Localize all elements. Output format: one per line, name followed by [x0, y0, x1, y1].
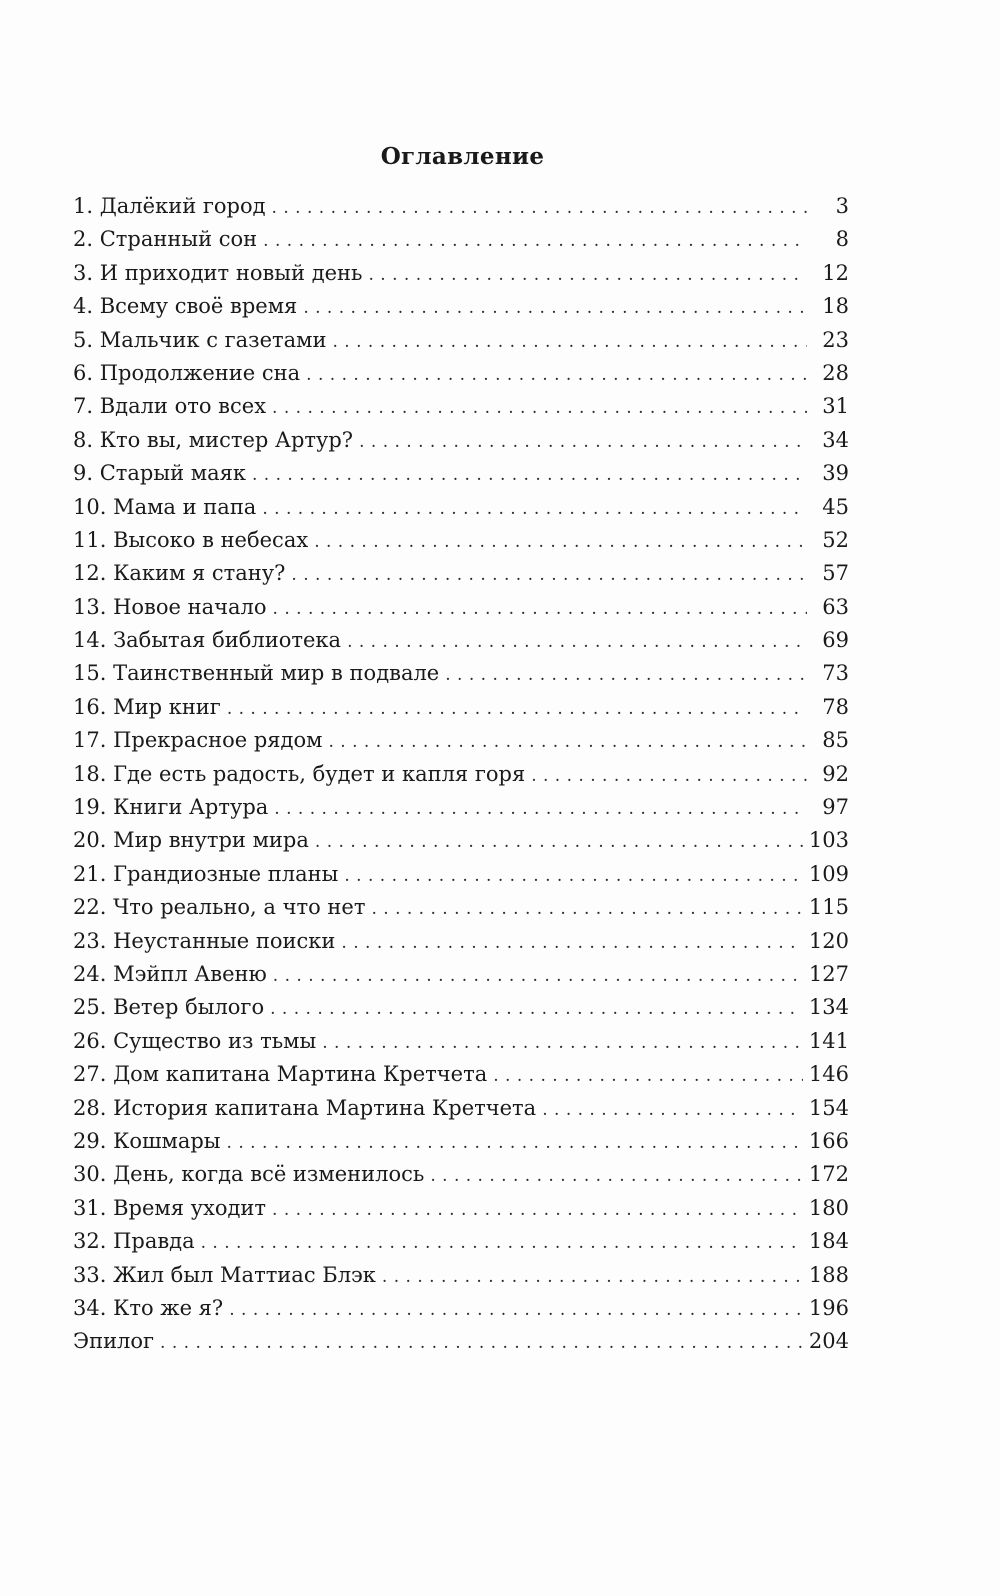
toc-entry [73, 657, 849, 690]
dot-leader [272, 392, 807, 425]
toc-entry [73, 624, 849, 657]
toc-entry-page-number: 18 [822, 294, 849, 319]
dot-leader [430, 1160, 803, 1193]
toc-entry-page-number: 166 [808, 1128, 849, 1153]
dot-leader [347, 626, 807, 659]
toc-entry-page-number: 8 [835, 227, 849, 252]
toc-entry [73, 991, 849, 1024]
toc-entry-page-number: 180 [808, 1195, 849, 1220]
toc-entry-page-number: 146 [808, 1062, 849, 1087]
toc-entry-title: 18. Где есть радость, будет и капля горя [73, 761, 526, 786]
dot-leader [328, 726, 807, 759]
dot-leader [341, 927, 803, 960]
toc-entry [73, 1225, 849, 1258]
toc-entry [73, 824, 849, 857]
toc-entry-title: 25. Ветер былого [73, 995, 265, 1020]
dot-leader [270, 993, 803, 1026]
toc-entry [73, 524, 849, 557]
toc-entry-title: 13. Новое начало [73, 594, 267, 619]
toc-entry-title: 6. Продолжение сна [73, 360, 301, 385]
toc-entry-title: 14. Забытая библиотека [73, 628, 342, 653]
toc-entry-page-number: 73 [822, 661, 849, 686]
toc-entry-page-number: 127 [808, 961, 849, 986]
toc-entry-title: 5. Мальчик с газетами [73, 327, 327, 352]
toc-entry-title: 21. Грандиозные планы [73, 861, 339, 886]
dot-leader [306, 359, 807, 392]
toc-entry [73, 357, 849, 390]
toc-entry-title: 20. Мир внутри мира [73, 828, 309, 853]
dot-leader [322, 1027, 803, 1060]
toc-entry-page-number: 63 [822, 594, 849, 619]
toc-entry-title: 32. Правда [73, 1229, 195, 1254]
toc-entry-title: 23. Неустанные поиски [73, 928, 336, 953]
toc-entry-title: 16. Мир книг [73, 694, 221, 719]
toc-entry-title: 19. Книги Артура [73, 795, 269, 820]
toc-entry [73, 691, 849, 724]
dot-leader [315, 826, 803, 859]
toc-entry-page-number: 141 [808, 1028, 849, 1053]
toc-entry-title: 10. Мама и папа [73, 494, 257, 519]
toc-entry-title: 27. Дом капитана Мартина Кретчета [73, 1062, 488, 1087]
toc-entry-page-number: 188 [808, 1262, 849, 1287]
toc-entry-title: 34. Кто же я? [73, 1295, 224, 1320]
toc-entry-title: 1. Далёкий город [73, 194, 266, 218]
toc-entry [73, 1092, 849, 1125]
toc-entry [73, 491, 849, 524]
dot-leader [371, 893, 802, 926]
toc-entry [73, 424, 849, 457]
dot-leader [344, 860, 803, 893]
toc-entry-page-number: 172 [808, 1162, 849, 1187]
toc-entry-page-number: 134 [808, 995, 849, 1020]
toc-entry [73, 1058, 849, 1091]
toc-entry-page-number: 69 [822, 628, 849, 653]
table-of-contents [73, 190, 849, 1359]
toc-entry-title: 29. Кошмары [73, 1128, 221, 1153]
toc-entry [73, 324, 849, 357]
toc-entry [73, 1158, 849, 1191]
toc-entry [73, 1025, 849, 1058]
toc-entry-page-number: 31 [822, 394, 849, 419]
toc-entry [73, 1259, 849, 1292]
toc-entry-title: 26. Существо из тьмы [73, 1028, 317, 1053]
dot-leader [303, 292, 807, 325]
toc-entry-page-number: 184 [808, 1229, 849, 1254]
toc-entry [73, 958, 849, 991]
toc-entry-page-number: 39 [822, 461, 849, 486]
toc-entry-title: 11. Высоко в небесах [73, 527, 309, 552]
toc-entry-page-number: 109 [808, 861, 849, 886]
toc-entry [73, 223, 849, 256]
dot-leader [314, 526, 807, 559]
toc-entry [73, 1292, 849, 1325]
toc-entry [73, 557, 849, 590]
dot-leader [273, 960, 803, 993]
toc-entry [73, 1125, 849, 1158]
dot-leader [333, 326, 808, 359]
dot-leader [382, 1261, 803, 1294]
toc-entry [73, 891, 849, 924]
toc-entry-page-number: 120 [808, 928, 849, 953]
toc-entry [73, 858, 849, 891]
toc-entry-title: 7. Вдали ото всех [73, 394, 267, 419]
page-title: Оглавление [380, 143, 545, 170]
toc-entry [73, 791, 849, 824]
toc-entry-page-number: 97 [822, 795, 849, 820]
toc-entry-page-number: 78 [822, 694, 849, 719]
toc-entry [73, 724, 849, 757]
toc-entry [73, 190, 849, 223]
toc-entry [73, 390, 849, 423]
toc-entry-title: 24. Мэйпл Авеню [73, 961, 267, 986]
dot-leader [368, 259, 807, 292]
toc-entry-page-number: 3 [835, 194, 849, 218]
toc-entry-page-number: 57 [822, 561, 849, 586]
toc-entry-page-number: 28 [822, 360, 849, 385]
dot-leader [262, 493, 807, 526]
dot-leader [531, 760, 807, 793]
toc-entry-title: Эпилог [73, 1329, 155, 1354]
dot-leader [227, 693, 807, 726]
dot-leader [359, 426, 807, 459]
dot-leader [160, 1327, 803, 1360]
toc-entry [73, 457, 849, 490]
toc-entry-page-number: 12 [822, 260, 849, 285]
dot-leader [272, 192, 807, 225]
toc-entry-page-number: 196 [808, 1295, 849, 1320]
toc-entry-page-number: 92 [822, 761, 849, 786]
toc-entry-title: 2. Странный сон [73, 227, 258, 252]
dot-leader [445, 659, 807, 692]
toc-entry-title: 9. Старый маяк [73, 461, 246, 486]
dot-leader [252, 459, 807, 492]
toc-entry-page-number: 34 [822, 427, 849, 452]
toc-entry-title: 12. Каким я стану? [73, 561, 286, 586]
toc-entry [73, 1325, 849, 1358]
toc-entry-title: 15. Таинственный мир в подвале [73, 661, 440, 686]
toc-entry-title: 17. Прекрасное рядом [73, 728, 323, 753]
toc-entry-page-number: 23 [822, 327, 849, 352]
toc-entry-title: 28. История капитана Мартина Кретчета [73, 1095, 537, 1120]
toc-entry-title: 3. И приходит новый день [73, 260, 363, 285]
dot-leader [272, 1194, 803, 1227]
toc-entry [73, 1192, 849, 1225]
toc-entry-title: 33. Жил был Маттиас Блэк [73, 1262, 376, 1287]
toc-entry-title: 8. Кто вы, мистер Артур? [73, 427, 354, 452]
toc-entry [73, 290, 849, 323]
toc-entry-page-number: 52 [822, 527, 849, 552]
dot-leader [227, 1127, 803, 1160]
dot-leader [493, 1060, 803, 1093]
toc-entry-page-number: 204 [808, 1329, 849, 1354]
toc-entry-page-number: 85 [822, 728, 849, 753]
toc-entry-page-number: 103 [808, 828, 849, 853]
toc-entry [73, 758, 849, 791]
dot-leader [201, 1227, 803, 1260]
toc-entry-title: 30. День, когда всё изменилось [73, 1162, 425, 1187]
dot-leader [263, 225, 807, 258]
toc-entry [73, 591, 849, 624]
toc-entry-page-number: 115 [808, 895, 849, 920]
toc-entry-title: 22. Что реально, а что нет [73, 895, 366, 920]
dot-leader [274, 793, 807, 826]
toc-entry-title: 31. Время уходит [73, 1195, 267, 1220]
toc-entry [73, 925, 849, 958]
dot-leader [229, 1294, 803, 1327]
dot-leader [273, 593, 807, 626]
toc-entry [73, 257, 849, 290]
toc-entry-page-number: 45 [822, 494, 849, 519]
toc-entry-title: 4. Всему своё время [73, 294, 298, 319]
dot-leader [542, 1094, 803, 1127]
toc-entry-page-number: 154 [808, 1095, 849, 1120]
dot-leader [291, 559, 807, 592]
